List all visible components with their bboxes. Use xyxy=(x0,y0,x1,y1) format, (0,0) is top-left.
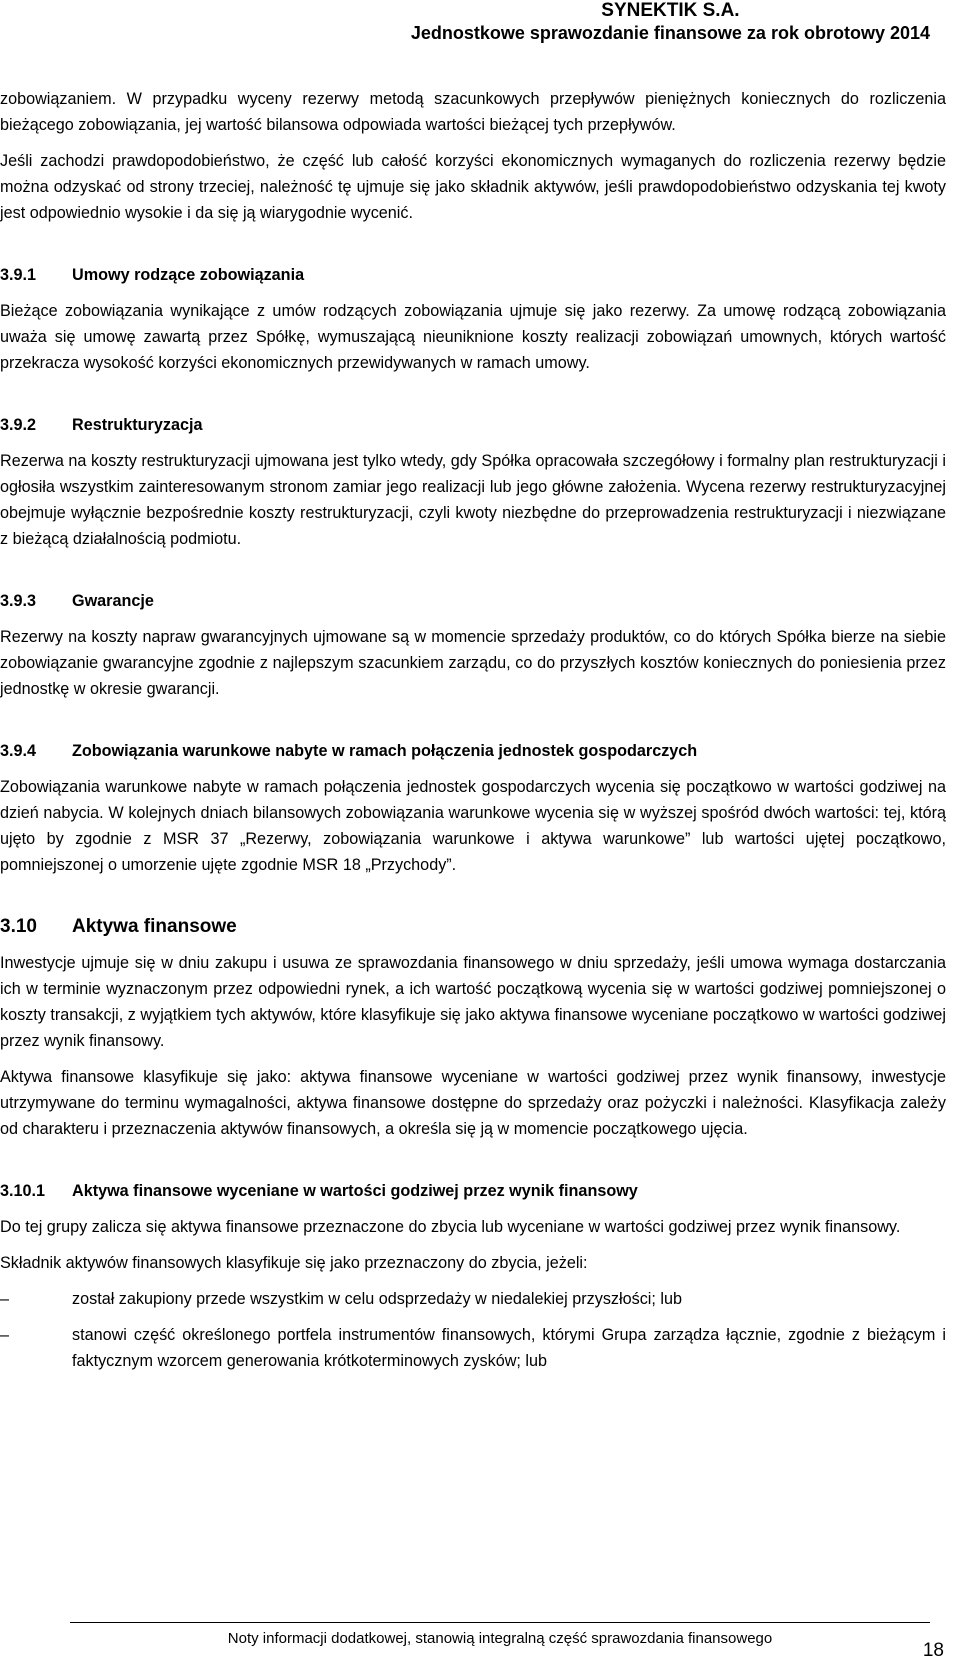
section-number: 3.9.3 xyxy=(0,592,37,610)
page-header xyxy=(411,0,930,44)
paragraph: Jeśli zachodzi prawdopodobieństwo, że część lub całość korzyści ekonomicznych wymaganych do rozliczenia rezerwy będzie można odzyskać od strony trzeciej, należność tę ujmuje się jako składnik aktywów, jeśli prawdopodobieństwo odzyskania tej kwoty jest odpowiednio wysokie i da się ją wiarygodnie wycenić. xyxy=(0,152,946,222)
section-heading-3-9-2 xyxy=(0,412,946,438)
paragraph: Rezerwy na koszty napraw gwarancyjnych ujmowane są w momencie sprzedaży produktów, co do których Spółka bierze na siebie zobowiązanie gwarancyjne zgodnie z najlepszym szacunkiem zarządu, co do przyszłych kosztów koniecznych do poniesienia przez jednostkę w okresie gwarancji. xyxy=(0,628,946,698)
section-number: 3.9.4 xyxy=(0,742,37,760)
dash-bullet: – xyxy=(0,1326,10,1344)
section-number: 3.9.2 xyxy=(0,416,37,434)
paragraph: Składnik aktywów finansowych klasyfikuje się jako przeznaczony do zbycia, jeżeli: xyxy=(0,1254,588,1272)
section-title: Aktywa finansowe wyceniane w wartości godziwej przez wynik finansowy xyxy=(72,1182,638,1200)
company-name: SYNEKTIK S.A. xyxy=(601,0,740,21)
paragraph: Do tej grupy zalicza się aktywa finansowe przeznaczone do zbycia lub wyceniane w wartości godziwej przez wynik finansowy. xyxy=(0,1218,901,1236)
paragraph: Aktywa finansowe klasyfikuje się jako: aktywa finansowe wyceniane w wartości godziwej przez wynik finansowy, inwestycje utrzymywane do terminu wymagalności, aktywa finansowe dostępne do sprzedaży oraz pożyczki i należności. Klasyfikacja zależy od charakteru i przeznaczenia aktywów finansowych, a określa się ją w momencie początkowego ujęcia. xyxy=(0,1068,946,1138)
paragraph: Bieżące zobowiązania wynikające z umów rodzących zobowiązania ujmuje się jako rezerwy. Za umowę rodzącą zobowiązania uważa się umowę zawartą przez Spółkę, wymuszającą nieuniknione koszty realizacji zobowiązań umownych, których wartość przekracza wysokość korzyści ekonomicznych przewidywanych w ramach umowy. xyxy=(0,302,946,372)
paragraph: Rezerwa na koszty restrukturyzacji ujmowana jest tylko wtedy, gdy Spółka opracowała szczegółowy i formalny plan restrukturyzacji i ogłosiła wszystkim zainteresowanym stronom zamiar jego realizacji lub jego główne założenia. Wycena rezerwy restrukturyzacyjnej obejmuje wyłącznie bezpośrednie koszty restrukturyzacji, czyli kwoty niezbędne do przeprowadzenia restrukturyzacji i niezwiązane z bieżącą działalnością podmiotu. xyxy=(0,452,946,548)
section-title: Gwarancje xyxy=(72,592,154,610)
section-title: Umowy rodzące zobowiązania xyxy=(72,266,305,284)
section-heading-3-9-4 xyxy=(0,738,946,764)
section-number: 3.9.1 xyxy=(0,266,37,284)
section-heading-3-10-1 xyxy=(0,1178,946,1204)
section-number: 3.10.1 xyxy=(0,1182,46,1200)
page-number: 18 xyxy=(922,1640,944,1661)
footer-note: Noty informacji dodatkowej, stanowią integralną część sprawozdania finansowego xyxy=(227,1630,773,1647)
paragraph: Zobowiązania warunkowe nabyte w ramach połączenia jednostek gospodarczych wycenia się początkowo w wartości godziwej na dzień nabycia. W kolejnych dniach bilansowych zobowiązania warunkowe wycenia się w wyższej spośród dwóch wartości: tej, którą ujęto by zgodnie z MSR 37 „Rezerwy, zobowiązania warunkowe i aktywa warunkowe” lub wartości ujętej początkowo, pomniejszonej o umorzenie ujęte zgodnie MSR 18 „Przychody”. xyxy=(0,778,946,874)
list-item-text: został zakupiony przede wszystkim w celu odsprzedaży w niedalekiej przyszłości; lub xyxy=(72,1290,682,1308)
report-title: Jednostkowe sprawozdanie finansowe za rok obrotowy 2014 xyxy=(410,22,930,43)
section-heading-3-9-1 xyxy=(0,262,946,288)
list-item-text: stanowi część określonego portfela instrumentów finansowych, którymi Grupa zarządza łącznie, zgodnie z bieżącym i faktycznym wzorcem generowania krótkoterminowych zysków; lub xyxy=(72,1326,946,1370)
section-title: Restrukturyzacja xyxy=(72,416,203,434)
list-item xyxy=(0,1286,946,1312)
paragraph: zobowiązaniem. W przypadku wyceny rezerwy metodą szacunkowych przepływów pieniężnych koniecznych do rozliczenia bieżącego zobowiązania, jej wartość bilansowa odpowiada wartości bieżącej tych przepływów. xyxy=(0,90,946,134)
section-number: 3.10 xyxy=(0,916,37,937)
section-title: Aktywa finansowe xyxy=(72,916,237,937)
section-heading-3-10 xyxy=(0,914,946,940)
section-heading-3-9-3 xyxy=(0,588,946,614)
dash-bullet: – xyxy=(0,1290,10,1308)
list-item xyxy=(0,1322,946,1374)
section-title: Zobowiązania warunkowe nabyte w ramach połączenia jednostek gospodarczych xyxy=(72,742,698,760)
document-body xyxy=(0,86,946,1384)
footer-divider xyxy=(70,1622,930,1623)
paragraph: Inwestycje ujmuje się w dniu zakupu i usuwa ze sprawozdania finansowego w dniu sprzedaży, jeśli umowa wymaga dostarczania ich w terminie wyznaczonym przez odpowiedni rynek, a ich wartość początkową wycenia się w wartości godziwej pomniejszonej o koszty transakcji, z wyjątkiem tych aktywów, które klasyfikuje się jako aktywa finansowe wyceniane początkowo w wartości godziwej przez wynik finansowy. xyxy=(0,954,946,1050)
